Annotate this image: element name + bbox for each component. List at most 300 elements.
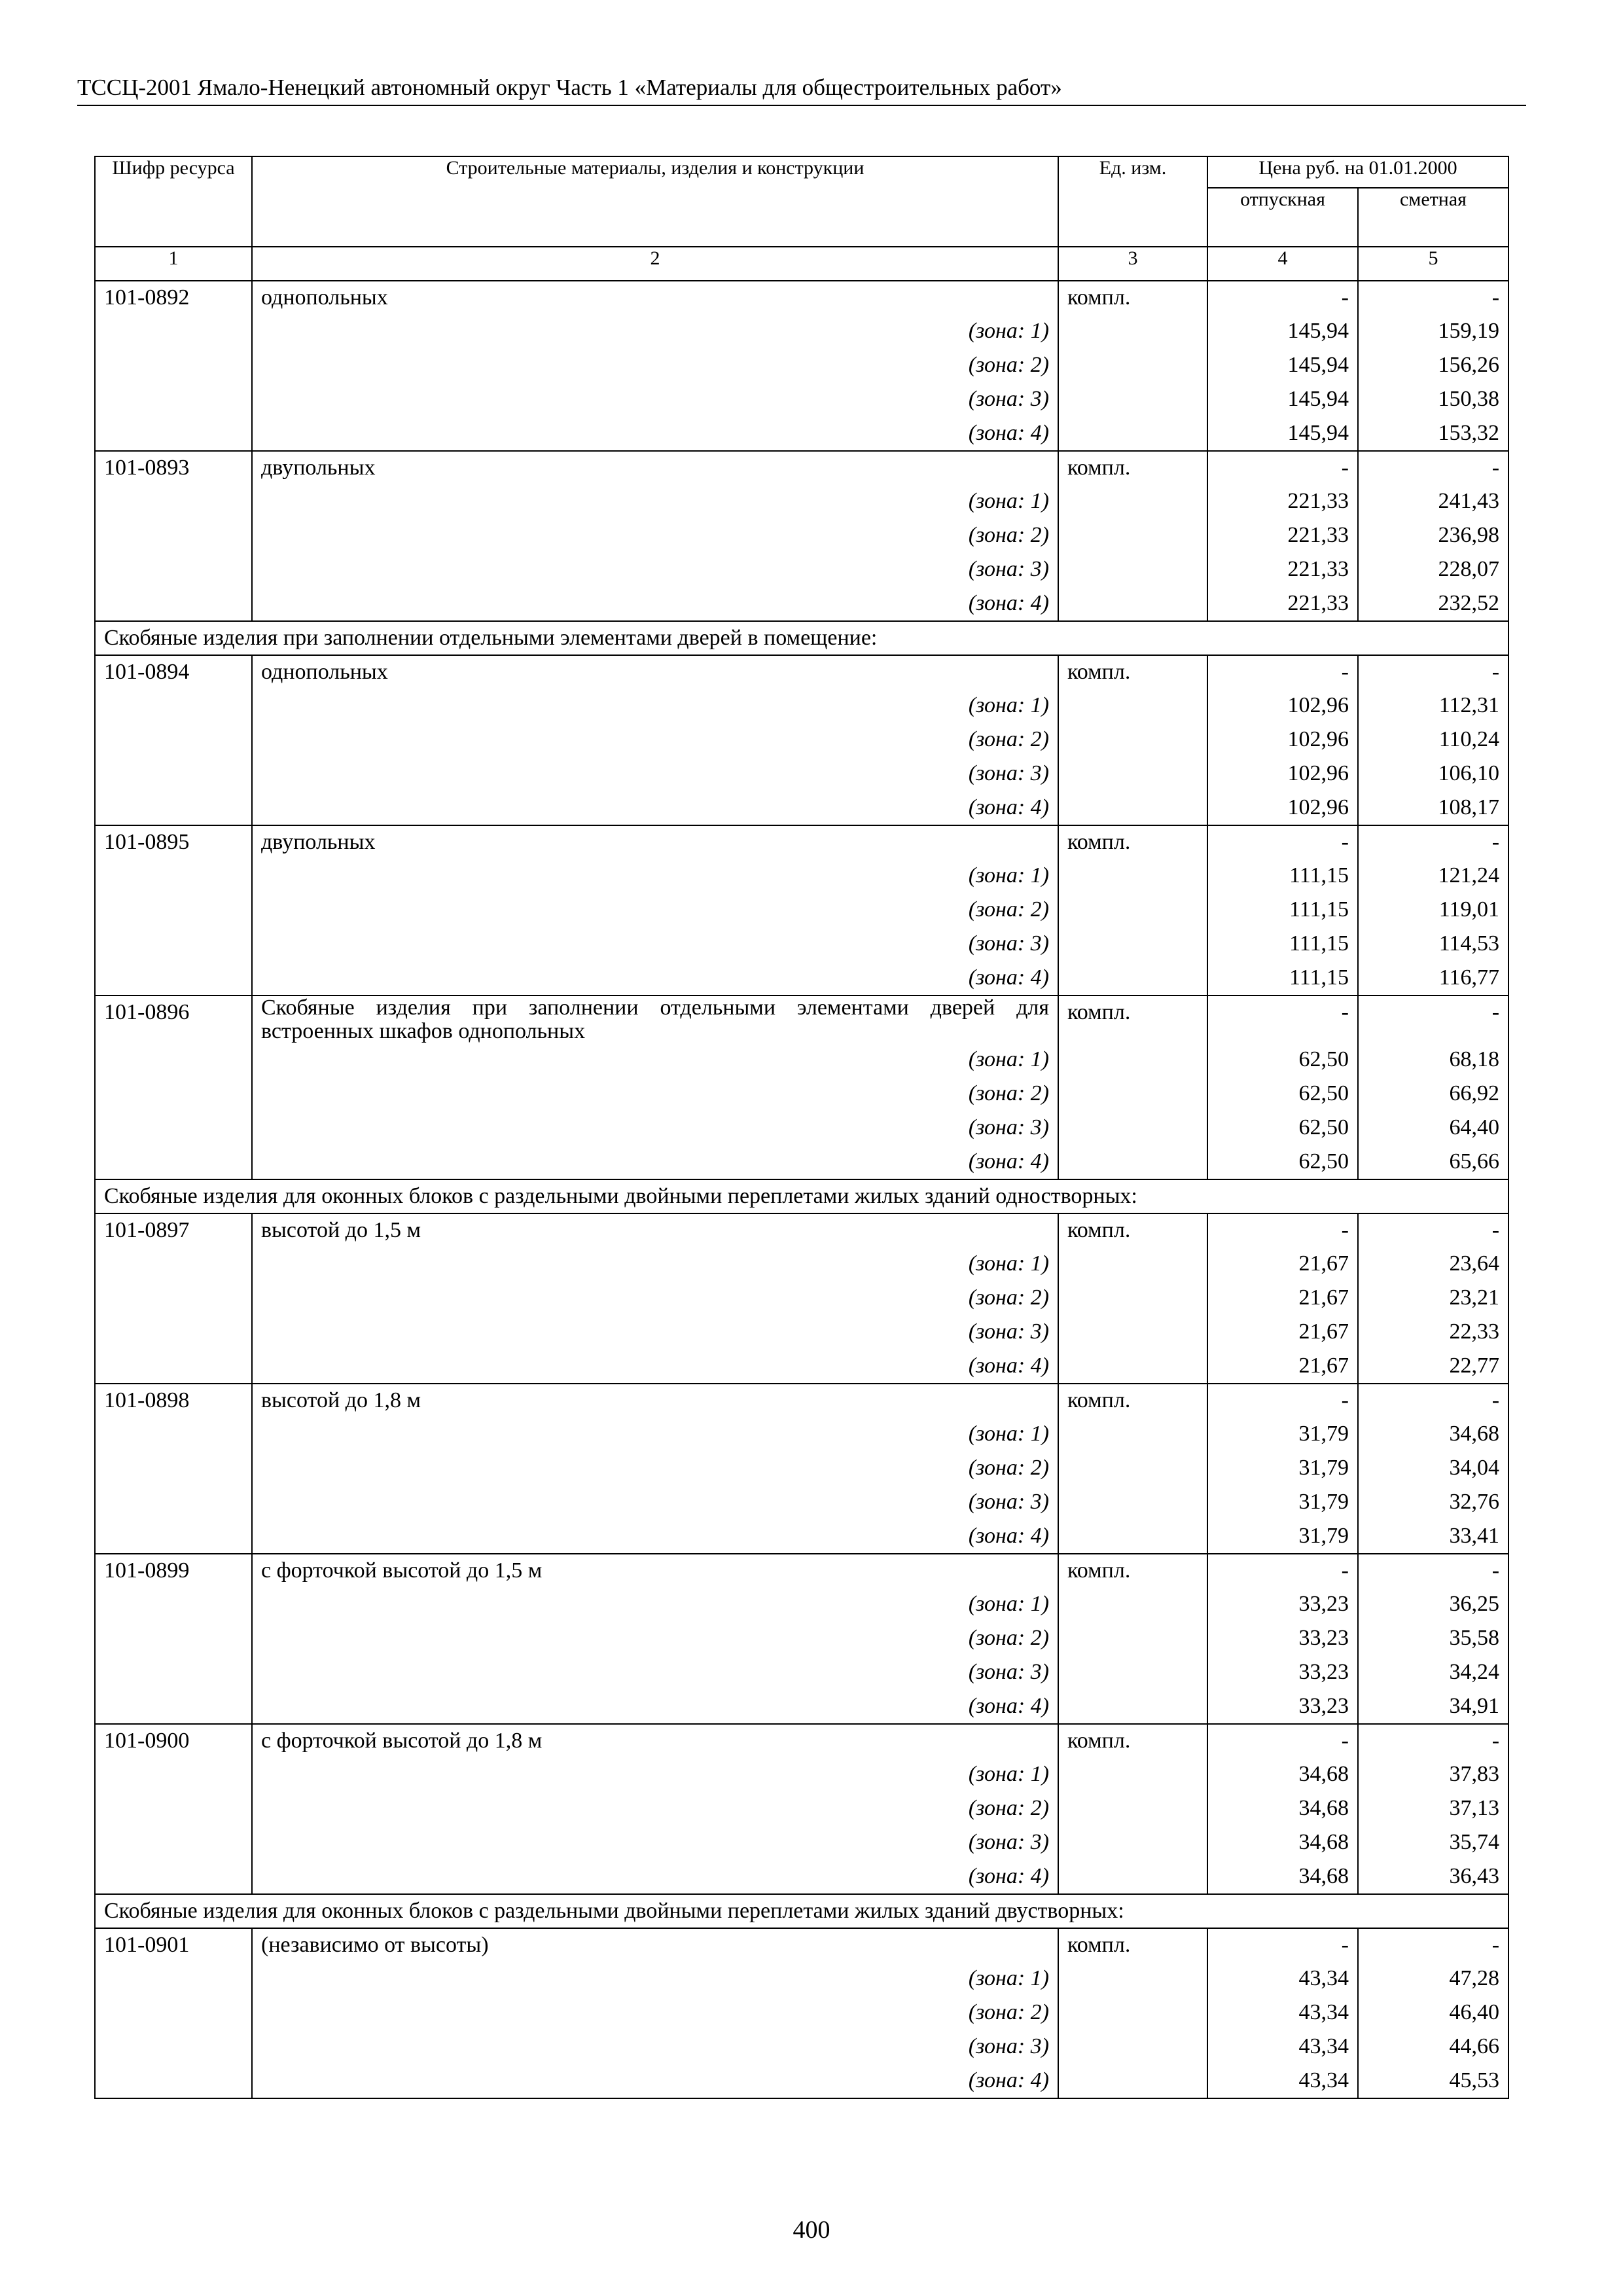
empty-cell [95, 927, 252, 961]
release-price: 33,23 [1207, 1690, 1358, 1724]
empty-cell [1058, 1418, 1207, 1452]
release-price: 102,96 [1207, 723, 1358, 757]
zone-label: (зона: 2) [252, 1622, 1058, 1656]
empty-cell [95, 485, 252, 519]
unit-cell: компл. [1058, 1213, 1207, 1247]
release-price: 221,33 [1207, 485, 1358, 519]
empty-cell [1058, 1962, 1207, 1996]
zone-row [95, 1996, 1508, 2030]
zone-label: (зона: 1) [252, 1043, 1058, 1077]
estimate-price: - [1358, 1213, 1508, 1247]
estimate-price: - [1358, 1554, 1508, 1588]
unit-cell: компл. [1058, 996, 1207, 1043]
release-price: 43,34 [1207, 2064, 1358, 2098]
header-name: Строительные материалы, изделия и конструкции [252, 156, 1058, 247]
col-number: 4 [1207, 247, 1358, 281]
empty-cell [95, 1418, 252, 1452]
zone-label: (зона: 2) [252, 1996, 1058, 2030]
estimate-price: 110,24 [1358, 723, 1508, 757]
empty-cell [95, 1996, 252, 2030]
empty-cell [1058, 417, 1207, 451]
release-price: 145,94 [1207, 349, 1358, 383]
empty-cell [95, 1826, 252, 1860]
estimate-price: - [1358, 996, 1508, 1043]
material-name: однопольных [252, 281, 1058, 315]
zone-label: (зона: 3) [252, 757, 1058, 791]
empty-cell [1058, 723, 1207, 757]
empty-cell [95, 1520, 252, 1554]
zone-row [95, 1520, 1508, 1554]
zone-label: (зона: 1) [252, 1962, 1058, 1996]
zone-label: (зона: 3) [252, 2030, 1058, 2064]
estimate-price: 236,98 [1358, 519, 1508, 553]
empty-cell [1058, 1486, 1207, 1520]
empty-cell [1058, 893, 1207, 927]
empty-cell [95, 1282, 252, 1316]
empty-cell [1058, 757, 1207, 791]
unit-cell: компл. [1058, 655, 1207, 689]
estimate-price: - [1358, 655, 1508, 689]
empty-cell [1058, 1350, 1207, 1384]
empty-cell [95, 1350, 252, 1384]
zone-row [95, 723, 1508, 757]
zone-row [95, 1145, 1508, 1179]
zone-row [95, 961, 1508, 996]
empty-cell [1058, 553, 1207, 587]
zone-label: (зона: 1) [252, 1588, 1058, 1622]
resource-code: 101-0900 [95, 1724, 252, 1758]
zone-row [95, 485, 1508, 519]
zone-label: (зона: 4) [252, 1520, 1058, 1554]
estimate-price: 112,31 [1358, 689, 1508, 723]
estimate-price: 153,32 [1358, 417, 1508, 451]
empty-cell [95, 315, 252, 349]
estimate-price: - [1358, 281, 1508, 315]
estimate-price: 34,04 [1358, 1452, 1508, 1486]
empty-cell [1058, 519, 1207, 553]
estimate-price: 22,33 [1358, 1316, 1508, 1350]
release-price: 62,50 [1207, 1145, 1358, 1179]
empty-cell [95, 723, 252, 757]
material-name: Скобяные изделия при заполнении отдельными элементами дверей для встроенных шкафов однопольных [252, 996, 1058, 1043]
empty-cell [95, 519, 252, 553]
zone-label: (зона: 1) [252, 1247, 1058, 1282]
empty-cell [1058, 689, 1207, 723]
zone-label: (зона: 2) [252, 893, 1058, 927]
release-price: 145,94 [1207, 417, 1358, 451]
col-number: 5 [1358, 247, 1508, 281]
release-price: 102,96 [1207, 791, 1358, 825]
release-price: 221,33 [1207, 587, 1358, 621]
page-header: ТССЦ-2001 Ямало-Ненецкий автономный округ Часть 1 «Материалы для общестроительных работ» [77, 73, 1526, 106]
release-price: 62,50 [1207, 1043, 1358, 1077]
zone-row [95, 383, 1508, 417]
zone-row [95, 927, 1508, 961]
resource-code: 101-0897 [95, 1213, 252, 1247]
resource-code: 101-0892 [95, 281, 252, 315]
zone-label: (зона: 4) [252, 1860, 1058, 1894]
release-price: 34,68 [1207, 1758, 1358, 1792]
zone-label: (зона: 1) [252, 485, 1058, 519]
estimate-price: 64,40 [1358, 1111, 1508, 1145]
estimate-price: 37,83 [1358, 1758, 1508, 1792]
estimate-price: 65,66 [1358, 1145, 1508, 1179]
empty-cell [1058, 1758, 1207, 1792]
estimate-price: 150,38 [1358, 383, 1508, 417]
zone-label: (зона: 4) [252, 2064, 1058, 2098]
estimate-price: 116,77 [1358, 961, 1508, 996]
estimate-price: 47,28 [1358, 1962, 1508, 1996]
empty-cell [1058, 1656, 1207, 1690]
empty-cell [1058, 1792, 1207, 1826]
section-heading: Скобяные изделия при заполнении отдельными элементами дверей в помещение: [95, 621, 1508, 655]
zone-row [95, 1962, 1508, 1996]
empty-cell [95, 1077, 252, 1111]
zone-label: (зона: 2) [252, 519, 1058, 553]
zone-row [95, 757, 1508, 791]
release-price: 62,50 [1207, 1077, 1358, 1111]
release-price: - [1207, 451, 1358, 485]
zone-row [95, 1452, 1508, 1486]
empty-cell [1058, 859, 1207, 893]
section-heading: Скобяные изделия для оконных блоков с раздельными двойными переплетами жилых зданий двустворных: [95, 1894, 1508, 1928]
zone-label: (зона: 4) [252, 417, 1058, 451]
release-price: 43,34 [1207, 2030, 1358, 2064]
release-price: 145,94 [1207, 315, 1358, 349]
release-price: - [1207, 281, 1358, 315]
header-code: Шифр ресурса [95, 156, 252, 247]
table-row [95, 825, 1508, 859]
release-price: 34,68 [1207, 1826, 1358, 1860]
zone-row [95, 791, 1508, 825]
zone-row [95, 2030, 1508, 2064]
section-row [95, 1179, 1508, 1213]
empty-cell [1058, 587, 1207, 621]
zone-row [95, 1247, 1508, 1282]
zone-label: (зона: 2) [252, 723, 1058, 757]
zone-label: (зона: 4) [252, 1145, 1058, 1179]
zone-label: (зона: 3) [252, 1826, 1058, 1860]
section-heading: Скобяные изделия для оконных блоков с раздельными двойными переплетами жилых зданий одностворных: [95, 1179, 1508, 1213]
empty-cell [1058, 485, 1207, 519]
zone-row [95, 417, 1508, 451]
material-name: с форточкой высотой до 1,5 м [252, 1554, 1058, 1588]
empty-cell [95, 1452, 252, 1486]
zone-row [95, 519, 1508, 553]
release-price: 111,15 [1207, 927, 1358, 961]
table-row [95, 655, 1508, 689]
estimate-price: 33,41 [1358, 1520, 1508, 1554]
empty-cell [1058, 315, 1207, 349]
zone-label: (зона: 3) [252, 383, 1058, 417]
zone-row [95, 1860, 1508, 1894]
empty-cell [95, 349, 252, 383]
table-row [95, 281, 1508, 315]
resource-code: 101-0893 [95, 451, 252, 485]
table-row [95, 1554, 1508, 1588]
release-price: 34,68 [1207, 1792, 1358, 1826]
header-estimate: сметная [1358, 188, 1508, 247]
zone-label: (зона: 3) [252, 1486, 1058, 1520]
zone-label: (зона: 2) [252, 1077, 1058, 1111]
empty-cell [1058, 961, 1207, 996]
release-price: 111,15 [1207, 961, 1358, 996]
resource-code: 101-0894 [95, 655, 252, 689]
empty-cell [1058, 1826, 1207, 1860]
empty-cell [95, 1622, 252, 1656]
release-price: 145,94 [1207, 383, 1358, 417]
release-price: 33,23 [1207, 1622, 1358, 1656]
zone-label: (зона: 3) [252, 1656, 1058, 1690]
empty-cell [1058, 1690, 1207, 1724]
estimate-price: - [1358, 825, 1508, 859]
estimate-price: 156,26 [1358, 349, 1508, 383]
material-name: (независимо от высоты) [252, 1928, 1058, 1962]
release-price: 21,67 [1207, 1316, 1358, 1350]
release-price: - [1207, 1554, 1358, 1588]
zone-row [95, 1077, 1508, 1111]
unit-cell: компл. [1058, 825, 1207, 859]
header-unit: Ед. изм. [1058, 156, 1207, 247]
estimate-price: 23,64 [1358, 1247, 1508, 1282]
table-row [95, 1928, 1508, 1962]
material-name: с форточкой высотой до 1,8 м [252, 1724, 1058, 1758]
table-body [95, 281, 1508, 2098]
estimate-price: 121,24 [1358, 859, 1508, 893]
unit-cell: компл. [1058, 1724, 1207, 1758]
zone-row [95, 1690, 1508, 1724]
empty-cell [1058, 1282, 1207, 1316]
estimate-price: - [1358, 1384, 1508, 1418]
unit-cell: компл. [1058, 1554, 1207, 1588]
table-row [95, 451, 1508, 485]
empty-cell [1058, 383, 1207, 417]
estimate-price: 108,17 [1358, 791, 1508, 825]
release-price: 21,67 [1207, 1247, 1358, 1282]
zone-row [95, 1043, 1508, 1077]
estimate-price: 22,77 [1358, 1350, 1508, 1384]
empty-cell [95, 1043, 252, 1077]
estimate-price: 159,19 [1358, 315, 1508, 349]
material-name: однопольных [252, 655, 1058, 689]
empty-cell [1058, 791, 1207, 825]
estimate-price: 114,53 [1358, 927, 1508, 961]
zone-label: (зона: 4) [252, 1350, 1058, 1384]
zone-row [95, 1316, 1508, 1350]
empty-cell [1058, 1316, 1207, 1350]
zone-label: (зона: 3) [252, 553, 1058, 587]
empty-cell [1058, 1111, 1207, 1145]
col-number: 2 [252, 247, 1058, 281]
release-price: 43,34 [1207, 1962, 1358, 1996]
release-price: 221,33 [1207, 519, 1358, 553]
empty-cell [95, 859, 252, 893]
header-release: отпускная [1207, 188, 1358, 247]
material-name: двупольных [252, 451, 1058, 485]
zone-label: (зона: 2) [252, 1282, 1058, 1316]
release-price: 31,79 [1207, 1452, 1358, 1486]
empty-cell [95, 1860, 252, 1894]
estimate-price: 44,66 [1358, 2030, 1508, 2064]
zone-row [95, 315, 1508, 349]
estimate-price: 228,07 [1358, 553, 1508, 587]
zone-row [95, 349, 1508, 383]
release-price: 21,67 [1207, 1350, 1358, 1384]
zone-row [95, 587, 1508, 621]
estimate-price: 68,18 [1358, 1043, 1508, 1077]
zone-row [95, 1418, 1508, 1452]
release-price: 31,79 [1207, 1486, 1358, 1520]
zone-label: (зона: 2) [252, 1792, 1058, 1826]
empty-cell [95, 791, 252, 825]
release-price: 43,34 [1207, 1996, 1358, 2030]
unit-cell: компл. [1058, 281, 1207, 315]
release-price: 62,50 [1207, 1111, 1358, 1145]
zone-row [95, 689, 1508, 723]
section-row [95, 621, 1508, 655]
empty-cell [95, 961, 252, 996]
estimate-price: - [1358, 1928, 1508, 1962]
empty-cell [1058, 1077, 1207, 1111]
estimate-price: 66,92 [1358, 1077, 1508, 1111]
material-name: двупольных [252, 825, 1058, 859]
empty-cell [1058, 1588, 1207, 1622]
release-price: - [1207, 996, 1358, 1043]
release-price: 111,15 [1207, 859, 1358, 893]
zone-row [95, 1792, 1508, 1826]
estimate-price: 119,01 [1358, 893, 1508, 927]
estimate-price: 23,21 [1358, 1282, 1508, 1316]
resource-code: 101-0895 [95, 825, 252, 859]
zone-label: (зона: 1) [252, 1758, 1058, 1792]
empty-cell [1058, 2030, 1207, 2064]
table-row [95, 1213, 1508, 1247]
empty-cell [95, 2030, 252, 2064]
empty-cell [95, 1247, 252, 1282]
empty-cell [1058, 1860, 1207, 1894]
empty-cell [95, 1962, 252, 1996]
empty-cell [95, 689, 252, 723]
release-price: 111,15 [1207, 893, 1358, 927]
zone-row [95, 1350, 1508, 1384]
header-price: Цена руб. на 01.01.2000 [1207, 156, 1508, 188]
release-price: 21,67 [1207, 1282, 1358, 1316]
empty-cell [1058, 1622, 1207, 1656]
table-row [95, 1724, 1508, 1758]
estimate-price: 106,10 [1358, 757, 1508, 791]
zone-row [95, 1758, 1508, 1792]
zone-row [95, 1588, 1508, 1622]
empty-cell [95, 553, 252, 587]
zone-row [95, 893, 1508, 927]
empty-cell [1058, 349, 1207, 383]
zone-row [95, 553, 1508, 587]
zone-label: (зона: 3) [252, 927, 1058, 961]
empty-cell [95, 2064, 252, 2098]
release-price: 34,68 [1207, 1860, 1358, 1894]
release-price: 102,96 [1207, 757, 1358, 791]
empty-cell [95, 587, 252, 621]
resource-code: 101-0899 [95, 1554, 252, 1588]
estimate-price: 34,24 [1358, 1656, 1508, 1690]
empty-cell [1058, 927, 1207, 961]
empty-cell [95, 1145, 252, 1179]
release-price: - [1207, 655, 1358, 689]
empty-cell [1058, 1996, 1207, 2030]
estimate-price: 45,53 [1358, 2064, 1508, 2098]
resource-code: 101-0898 [95, 1384, 252, 1418]
empty-cell [95, 1656, 252, 1690]
estimate-price: - [1358, 1724, 1508, 1758]
col-number: 3 [1058, 247, 1207, 281]
empty-cell [1058, 1043, 1207, 1077]
material-name: высотой до 1,8 м [252, 1384, 1058, 1418]
table-row [95, 996, 1508, 1043]
zone-label: (зона: 1) [252, 315, 1058, 349]
estimate-price: - [1358, 451, 1508, 485]
release-price: - [1207, 1213, 1358, 1247]
zone-label: (зона: 4) [252, 1690, 1058, 1724]
release-price: - [1207, 1928, 1358, 1962]
empty-cell [95, 1486, 252, 1520]
zone-label: (зона: 4) [252, 791, 1058, 825]
resource-code: 101-0901 [95, 1928, 252, 1962]
estimate-price: 35,58 [1358, 1622, 1508, 1656]
empty-cell [95, 1316, 252, 1350]
estimate-price: 34,91 [1358, 1690, 1508, 1724]
price-table [94, 156, 1509, 2099]
empty-cell [1058, 2064, 1207, 2098]
col-number: 1 [95, 247, 252, 281]
empty-cell [95, 1111, 252, 1145]
empty-cell [95, 1758, 252, 1792]
empty-cell [95, 417, 252, 451]
material-name: высотой до 1,5 м [252, 1213, 1058, 1247]
estimate-price: 36,43 [1358, 1860, 1508, 1894]
zone-label: (зона: 3) [252, 1316, 1058, 1350]
release-price: 31,79 [1207, 1520, 1358, 1554]
zone-label: (зона: 4) [252, 587, 1058, 621]
page-number: 400 [793, 2216, 830, 2244]
estimate-price: 36,25 [1358, 1588, 1508, 1622]
zone-row [95, 2064, 1508, 2098]
unit-cell: компл. [1058, 1384, 1207, 1418]
release-price: 33,23 [1207, 1656, 1358, 1690]
release-price: - [1207, 1384, 1358, 1418]
zone-row [95, 1656, 1508, 1690]
empty-cell [1058, 1520, 1207, 1554]
empty-cell [95, 757, 252, 791]
empty-cell [1058, 1452, 1207, 1486]
zone-row [95, 1486, 1508, 1520]
resource-code: 101-0896 [95, 996, 252, 1043]
zone-row [95, 1826, 1508, 1860]
release-price: 102,96 [1207, 689, 1358, 723]
zone-row [95, 859, 1508, 893]
empty-cell [1058, 1247, 1207, 1282]
release-price: 31,79 [1207, 1418, 1358, 1452]
estimate-price: 35,74 [1358, 1826, 1508, 1860]
zone-label: (зона: 3) [252, 1111, 1058, 1145]
release-price: 33,23 [1207, 1588, 1358, 1622]
estimate-price: 32,76 [1358, 1486, 1508, 1520]
table-row [95, 1384, 1508, 1418]
zone-label: (зона: 1) [252, 689, 1058, 723]
estimate-price: 46,40 [1358, 1996, 1508, 2030]
zone-label: (зона: 1) [252, 859, 1058, 893]
release-price: - [1207, 1724, 1358, 1758]
zone-label: (зона: 4) [252, 961, 1058, 996]
